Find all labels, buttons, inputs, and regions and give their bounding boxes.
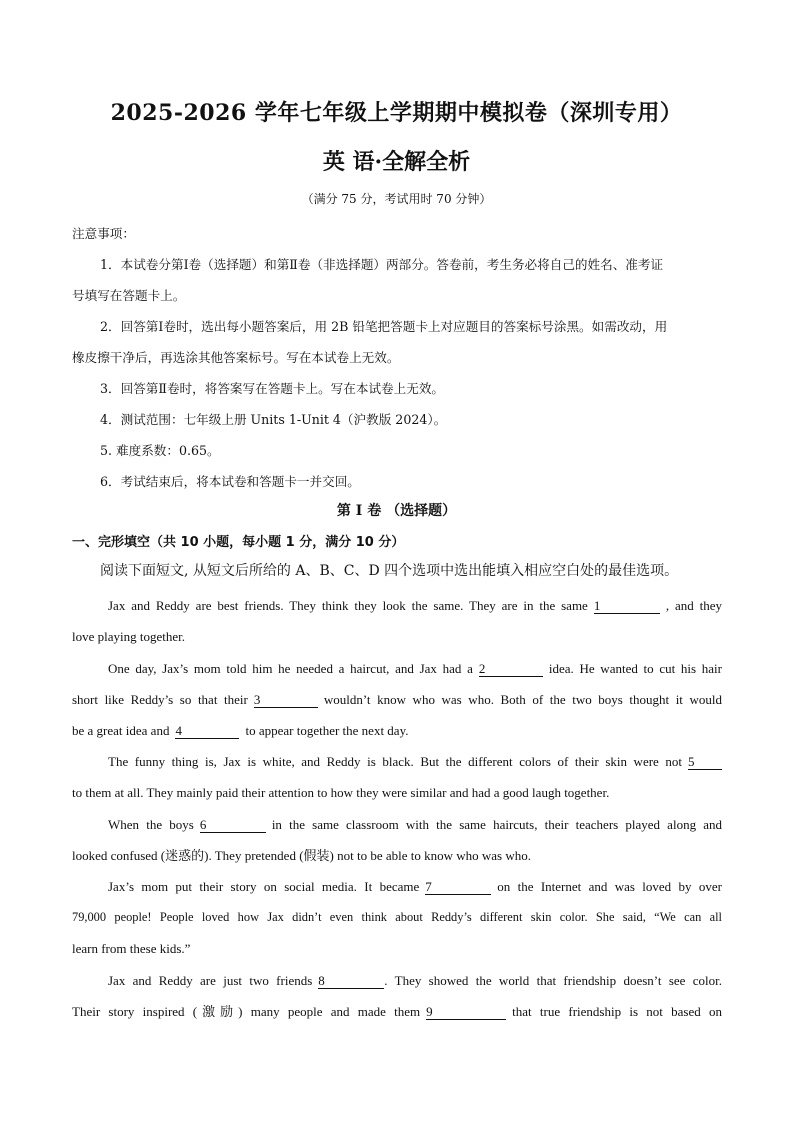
passage-line-5 — [72, 715, 722, 746]
passage-text: . They showed the world that friendship doesn’t see color. — [384, 973, 722, 988]
blank-8[interactable]: 8 — [318, 973, 384, 989]
passage-line-1 — [108, 590, 722, 621]
passage-text: Their story inspired (激励) many people and made them — [72, 1004, 421, 1019]
instruction: 阅读下面短文, 从短文后所给的 A、B、C、D 四个选项中选出能填入相应空白处的最佳选项。 — [100, 563, 679, 579]
passage-line-8 — [108, 809, 722, 840]
passage-line-14 — [72, 996, 722, 1027]
passage-line-9: looked confused (迷惑的). They pretended (假装) not to be able to know who was who. — [72, 848, 531, 863]
blank-3[interactable]: 3 — [254, 692, 318, 708]
passage-line-2: love playing together. — [72, 629, 186, 644]
passage-text: The funny thing is, Jax is white, and Reddy is black. But the different colors of their skin were not — [108, 754, 682, 769]
passage-text: One day, Jax’s mom told him he needed a haircut, and Jax had a — [108, 661, 473, 676]
note-item-5: 5. 难度系数：0.65。 — [100, 443, 220, 458]
passage-text: short like Reddy’s so that their — [72, 692, 248, 707]
passage-text: be a great idea and — [72, 723, 170, 738]
passage-text: Jax’s mom put their story on social media. It became — [108, 879, 420, 894]
part-heading: 一、完形填空（共 10 小题，每小题 1 分，满分 10 分） — [72, 535, 405, 550]
note-item-6: 6．考试结束后，将本试卷和答题卡一并交回。 — [100, 474, 360, 489]
blank-6[interactable]: 6 — [200, 817, 266, 833]
passage-text: that true friendship is not based on — [512, 1004, 722, 1019]
note-item-3: 3．回答第Ⅱ卷时，将答案写在答题卡上。写在本试卷上无效。 — [100, 381, 445, 396]
passage-line-7: to them at all. They mainly paid their attention to how they were similar and had a good laugh together. — [72, 785, 610, 800]
passage-line-6 — [108, 746, 722, 777]
page-subtitle: 英 语·全解全析 — [322, 149, 471, 175]
blank-5[interactable]: 5 — [688, 754, 722, 770]
passage-line-12: learn from these kids.” — [72, 941, 191, 956]
note-item-4: 4．测试范围：七年级上册 Units 1-Unit 4（沪教版 2024）。 — [100, 412, 447, 427]
section-title: 第 I 卷 （选择题） — [336, 503, 457, 519]
passage-text: idea. He wanted to cut his hair — [548, 661, 722, 676]
note-item-2-line-2: 橡皮擦干净后，再选涂其他答案标号。写在本试卷上无效。 — [72, 350, 400, 365]
blank-1[interactable]: 1 — [594, 598, 660, 614]
passage-text: to appear together the next day. — [245, 723, 409, 738]
blank-4[interactable]: 4 — [175, 723, 239, 739]
passage-text: in the same classroom with the same haircuts, their teachers played along and — [271, 817, 722, 832]
passage-text: wouldn’t know who was who. Both of the two boys thought it would — [323, 692, 722, 707]
note-item-2-line-1: 2．回答第Ⅰ卷时，选出每小题答案后，用 2B 铅笔把答题卡上对应题目的答案标号涂黑。如需改动，用 — [100, 319, 668, 334]
score-info: （满分 75 分，考试用时 70 分钟） — [301, 192, 492, 206]
note-item-1-line-1: 1．本试卷分第Ⅰ卷（选择题）和第Ⅱ卷（非选择题）两部分。答卷前，考生务必将自己的姓名、准考证 — [100, 257, 664, 272]
passage-text: , and they — [665, 598, 722, 613]
passage-line-4 — [72, 684, 722, 715]
blank-9[interactable]: 9 — [426, 1004, 506, 1020]
note-item-1-line-2: 号填写在答题卡上。 — [72, 288, 186, 303]
passage-text: Jax and Reddy are best friends. They think they look the same. They are in the same — [108, 598, 588, 613]
page-title: 2025-2026 学年七年级上学期期中模拟卷（深圳专用） — [110, 100, 683, 126]
blank-7[interactable]: 7 — [425, 879, 491, 895]
passage-text: Jax and Reddy are just two friends — [108, 973, 313, 988]
blank-2[interactable]: 2 — [479, 661, 543, 677]
passage-text: on the Internet and was loved by over — [497, 879, 722, 894]
passage-line-13 — [108, 965, 722, 996]
notes-heading: 注意事项： — [72, 226, 135, 241]
passage-line-11: 79,000 people! People loved how Jax didn’t even think about Reddy’s different skin color. She said, “We can all — [72, 910, 722, 924]
passage-text: When the boys — [108, 817, 194, 832]
passage-line-3 — [108, 653, 722, 684]
passage-line-10 — [108, 871, 722, 902]
